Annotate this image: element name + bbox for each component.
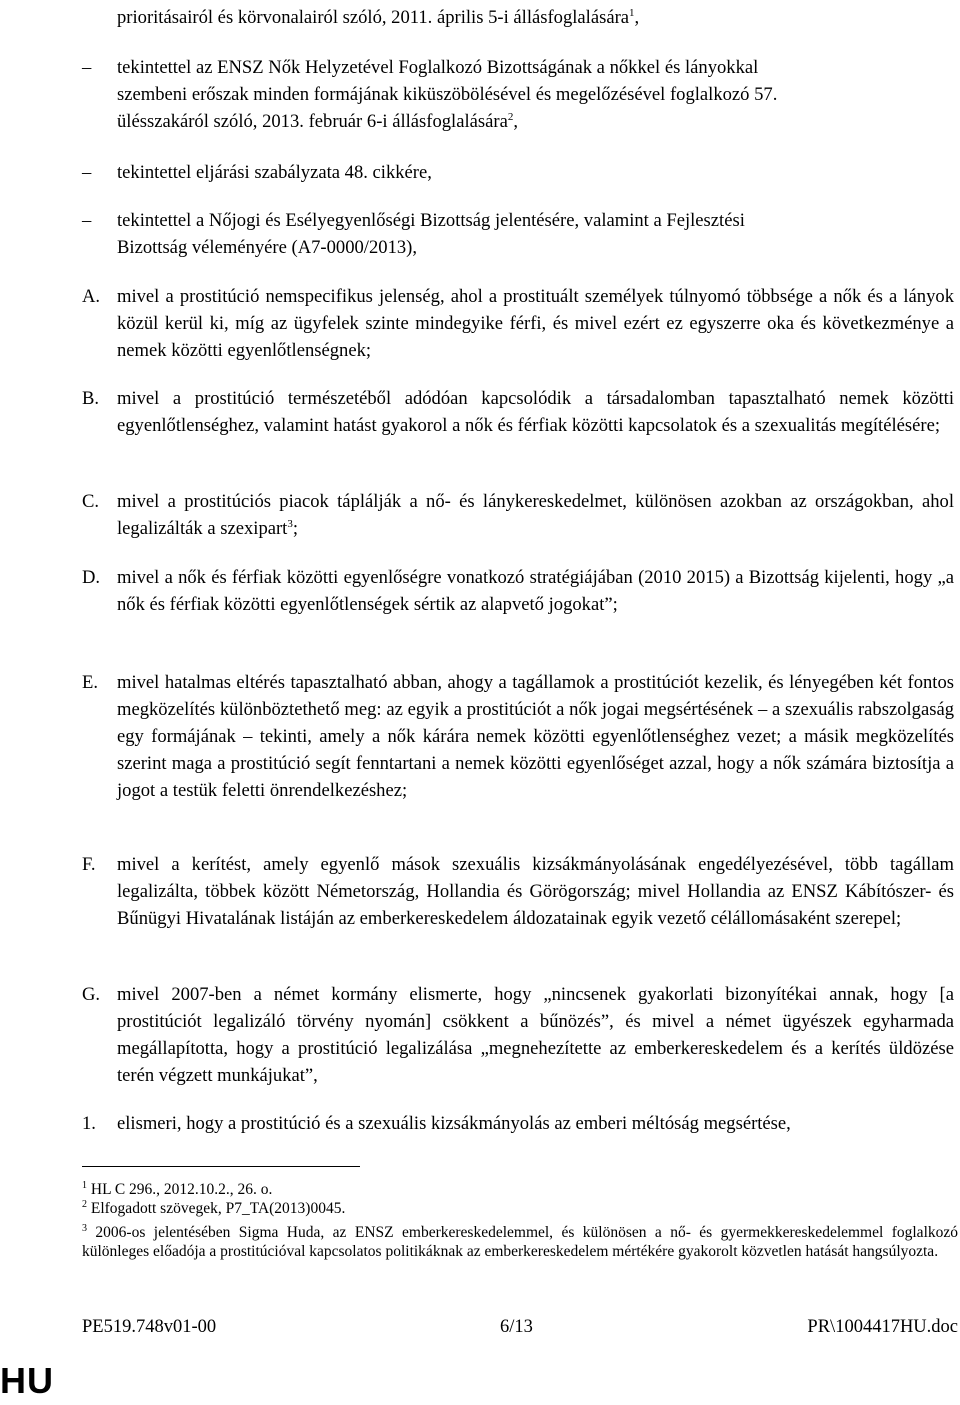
- recital-g: [82, 981, 954, 1089]
- continuation-line: prioritásairól és körvonalairól szóló, 2011. április 5-i állásfoglalására$^1$,: [117, 6, 640, 28]
- dash-bullet: –: [82, 210, 92, 231]
- footnote-1: $^1$ HL C 296., 2012.10.2., 26. o.: [82, 1179, 273, 1198]
- citation-item: [82, 159, 952, 186]
- citation-text: tekintettel eljárási szabályzata 48. cikkére,: [117, 162, 432, 183]
- recital-letter: A.: [82, 286, 101, 307]
- recital-a: [82, 283, 954, 364]
- language-code: HU: [0, 1360, 54, 1401]
- continuation-text: prioritásairól és körvonalairól szóló, 2011. április 5-i állásfoglalására: [117, 7, 630, 28]
- footnote-ref-3: 3: [287, 517, 293, 530]
- footnote-2: $^2$ Elfogadott szövegek, P7_TA(2013)0045.: [82, 1198, 346, 1217]
- recital-text: mivel a kerítést, amely egyenlő mások szexuális kizsákmányolásának engedélyezésével, több tagállam legalizálta, többek között Németország, Hollandia és Görögország; mivel Hollandia az ENSZ Kábítószer- és Bűnügyi Hivatalának listáján az emberkereskedelem áldozatainak egyik vezető célállomásaként szerepel;: [117, 854, 954, 929]
- dash-bullet: –: [82, 57, 92, 78]
- recital-c: [82, 488, 954, 542]
- footnote-ref-1: 1: [629, 6, 635, 19]
- recital-letter: B.: [82, 388, 100, 409]
- footnote-3: $^3$ 2006-os jelentésében Sigma Huda, az ENSZ emberkereskedelemmel, és különösen a nő- és gyermekkereskedelemmel foglalkozó különleges előadója a prostitúcióval kapcsolatos politikáknak az emberkereskedelem mértékére gyakorolt közvetlen hatását hangsúlyozta.: [82, 1222, 958, 1260]
- recital-text: mivel 2007-ben a német kormány elismerte, hogy „nincsenek gyakorlati bizonyítékai annak, hogy [a prostitúciót legalizáló törvény nyomán] csökkent a bűnözés”, és mivel a német ügyészek egyharmada megállapította, hogy a prostitúció legalizálása „megnehezítette az emberkereskedelem és a kerítés üldözése terén végzett munkájukat”,: [117, 984, 954, 1086]
- recital-b: [82, 385, 954, 466]
- recital-letter: G.: [82, 984, 101, 1005]
- recital-text: mivel a prostitúciós piacok táplálják a nő- és lánykereskedelmet, különösen azokban az országokban, ahol legalizálták a szexipart$^3$;: [117, 491, 954, 539]
- paragraph-1: [82, 1110, 954, 1137]
- recital-f: [82, 851, 954, 959]
- citation-text: tekintettel a Nőjogi és Esélyegyenlőségi Bizottság jelentésére, valamint a Fejlesztési Bizottság véleményére (A7-0000/2013),: [117, 210, 745, 258]
- citation-item: [82, 54, 952, 138]
- document-reference: PE519.748v01-00: [82, 1317, 217, 1337]
- recital-text: mivel a prostitúció természetéből adódóan kapcsolódik a társadalomban tapasztalható nemek közötti egyenlőtlenséghez, valamint hatást gyakorol a nők és férfiak közötti kapcsolatok és a szexualitás megítélésére;: [117, 388, 954, 436]
- recital-letter: C.: [82, 491, 100, 512]
- recital-e: [82, 669, 954, 831]
- dash-bullet: –: [82, 162, 92, 183]
- recital-letter: D.: [82, 567, 101, 588]
- file-name: PR\1004417HU.doc: [807, 1317, 958, 1337]
- citation-item: [82, 207, 952, 261]
- footnote-separator: [82, 1166, 360, 1167]
- recital-text: mivel hatalmas eltérés tapasztalható abban, ahogy a tagállamok a prostitúciót kezelik, és lényegében két fontos megközelítés különböztethető meg: az egyik a prostitúciót a nők jogai megsértésének – a szexuális rabszolgaság egy formájának – tekinti, amely a nők kárára nemek közötti egyenlőtlenséghez vezet; a másik megközelítés szerint maga a prostitúció segít fenntartani a nemek közötti egyenlőséget azzal, hogy a nők számára biztosítja a jogot a testük feletti önrendelkezéshez;: [117, 672, 954, 801]
- page-footer: [82, 1314, 958, 1340]
- recital-text: mivel a prostitúció nemspecifikus jelenség, ahol a prostituált személyek túlnyomó többsége a nők és a lányok közül kerül ki, míg az ügyfelek szinte mindegyike férfi, és mivel ezért ez egyszerre oka és következménye a nemek közötti egyenlőtlenségnek;: [117, 286, 954, 361]
- recital-letter: E.: [82, 672, 99, 693]
- paragraph-text: elismeri, hogy a prostitúció és a szexuális kizsákmányolás az emberi méltóság megsértése,: [117, 1113, 791, 1134]
- page-number: 6/13: [500, 1317, 533, 1337]
- paragraph-number: 1.: [82, 1113, 96, 1134]
- recital-d: [82, 564, 954, 645]
- citation-text: tekintettel az ENSZ Nők Helyzetével Foglalkozó Bizottságának a nőkkel és lányokkal szembeni erőszak minden formájának kiküszöbölésével és megelőzésével foglalkozó 57. ülésszakáról szóló, 2013. február 6-i állásfoglalására$^2$,: [117, 57, 778, 132]
- footnote-ref-2: 2: [507, 110, 514, 123]
- recital-text: mivel a nők és férfiak közötti egyenlőségre vonatkozó stratégiájában (2010 2015) a Bizottság kijelenti, hogy „a nők és férfiak közötti egyenlőtlenségek sértik az alapvető jogokat”;: [117, 567, 954, 615]
- recital-letter: F.: [82, 854, 96, 875]
